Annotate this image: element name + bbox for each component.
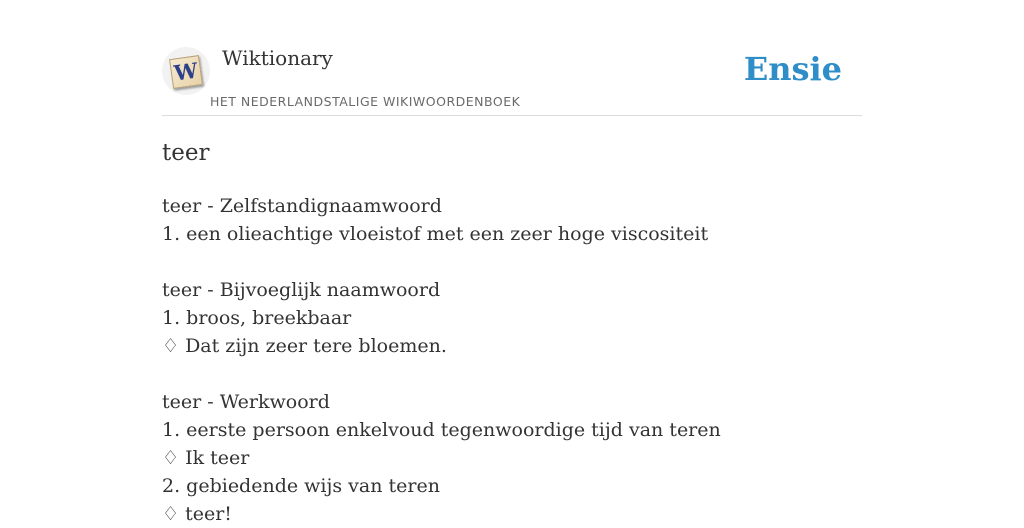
example-line: ♢ teer! <box>162 503 232 525</box>
ensie-brand-logo[interactable]: Ensie <box>743 50 842 88</box>
definition-line: 1. een olieachtige vloeistof met een zeer hoge viscositeit <box>162 223 709 245</box>
entry-heading-verb: teer - Werkwoord <box>162 391 330 413</box>
site-name[interactable]: Wiktionary <box>222 46 333 70</box>
entry-heading-adjective: teer - Bijvoeglijk naamwoord <box>162 279 441 301</box>
example-line: ♢ Dat zijn zeer tere bloemen. <box>162 335 447 357</box>
logo-tile: W <box>169 55 203 89</box>
example-line: ♢ Ik teer <box>162 447 250 469</box>
site-tagline: HET NEDERLANDSTALIGE WIKIWOORDENBOEK <box>210 94 521 109</box>
definition-line: 2. gebiedende wijs van teren <box>162 475 440 497</box>
page-title: teer <box>162 140 210 166</box>
site-header <box>162 40 862 116</box>
definition-line: 1. broos, breekbaar <box>162 307 352 329</box>
spacer-line <box>162 360 862 388</box>
definition-content <box>162 192 862 528</box>
spacer-line <box>162 248 862 276</box>
entry-heading-noun: teer - Zelfstandignaamwoord <box>162 195 442 217</box>
definition-line: 1. eerste persoon enkelvoud tegenwoordige tijd van teren <box>162 419 721 441</box>
wiktionary-logo-icon[interactable] <box>162 47 210 95</box>
